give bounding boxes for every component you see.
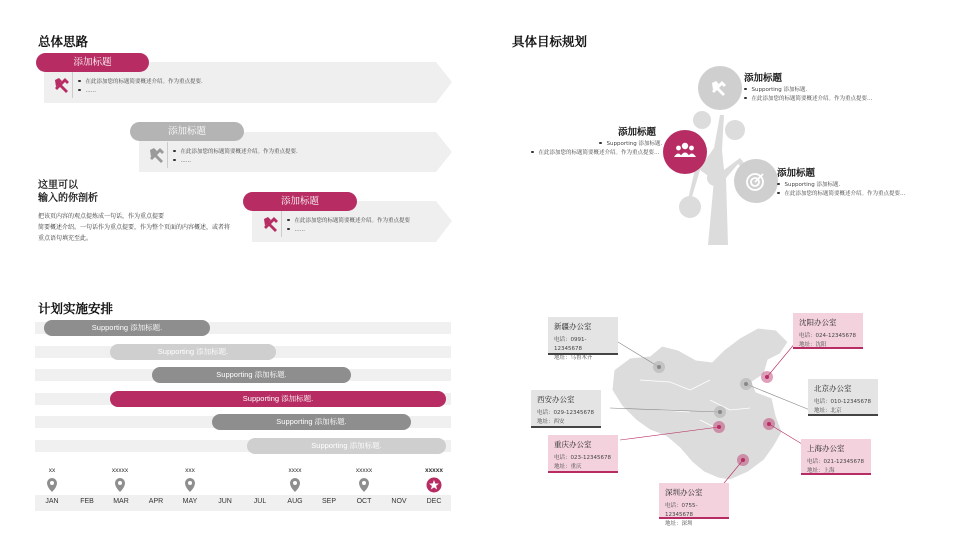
location-pin-icon bbox=[46, 478, 58, 493]
tools-icon bbox=[262, 215, 280, 233]
month-label: JUN bbox=[218, 498, 232, 505]
month-label: MAY bbox=[182, 498, 198, 505]
goal3-title: 添加标题 bbox=[777, 168, 816, 179]
office-card-beijing: 北京办公室 电话：010-12345678 地址：北京 bbox=[808, 379, 878, 416]
row3-bullet-2: ...... bbox=[287, 225, 305, 235]
row3-bullet-1: 在此添加您的标题简要概述介绍。作为重点提要 bbox=[287, 216, 410, 226]
side-heading: 这里可以 输入的你剖析 bbox=[38, 180, 98, 204]
tools-icon bbox=[53, 76, 71, 94]
month-label: FEB bbox=[80, 498, 94, 505]
milestone-label: xxx bbox=[185, 467, 195, 474]
divider bbox=[72, 72, 73, 98]
location-pin-icon bbox=[184, 478, 196, 493]
month-label: DEC bbox=[426, 498, 442, 505]
section-title-goals: 具体目标规划 bbox=[512, 34, 588, 49]
star-icon bbox=[426, 477, 442, 493]
row3-title-pill: 添加标题 bbox=[243, 192, 357, 211]
location-pin-icon bbox=[358, 478, 370, 493]
goal1-bullet-1: Supporting 添加标题. bbox=[744, 85, 807, 95]
side-paragraph: 把该页内容的观点提炼成一句话，作为重点提要 简要概述介绍。一句话作为重点提要，作为整个页面的内容概述，或者将 重点语句填充至此。 bbox=[38, 213, 231, 242]
china-map bbox=[600, 320, 820, 500]
section-title-schedule: 计划实施安排 bbox=[38, 301, 114, 316]
timeline-bar-4: Supporting 添加标题. bbox=[110, 391, 446, 407]
target-icon bbox=[745, 172, 765, 197]
month-label: MAR bbox=[113, 498, 129, 505]
milestone-label: xxxxx bbox=[424, 467, 444, 474]
month-label: SEP bbox=[321, 498, 336, 505]
office-card-xinjiang: 新疆办公室 电话：0991-12345678 地址：乌鲁木齐 bbox=[548, 317, 618, 355]
office-card-shanghai: 上海办公室 电话：021-12345678 地址：上海 bbox=[801, 439, 871, 475]
goal2-bullet-2: 在此添加您的标题简要概述介绍。作为重点提要… bbox=[531, 148, 660, 158]
divider bbox=[167, 142, 168, 168]
goal1-bullet-2: 在此添加您的标题简要概述介绍。作为重点提要… bbox=[744, 94, 873, 104]
row1-title-pill: 添加标题 bbox=[36, 53, 149, 72]
row2-bullet-2: ...... bbox=[173, 156, 191, 166]
office-card-shenyang: 沈阳办公室 电话：024-12345678 地址：沈阳 bbox=[793, 313, 863, 349]
goal2-title: 添加标题 bbox=[618, 127, 657, 138]
timeline-bar-5: Supporting 添加标题. bbox=[212, 414, 411, 430]
milestone-label: xxxxx bbox=[355, 467, 373, 474]
tools-icon bbox=[148, 146, 166, 164]
row2-bullet-1: 在此添加您的标题简要概述介绍。作为重点提要. bbox=[173, 147, 298, 157]
month-label: NOV bbox=[391, 498, 407, 505]
milestone-label: xxxxx bbox=[111, 467, 129, 474]
location-pin-icon bbox=[289, 478, 301, 493]
month-label: AUG bbox=[287, 498, 303, 505]
goal3-bullet-1: Supporting 添加标题. bbox=[777, 180, 840, 190]
timeline-bar-6: Supporting 添加标题. bbox=[247, 438, 446, 454]
milestone-label: xxxx bbox=[288, 467, 302, 474]
row1-bullet-1: 在此添加您的标题简要概述介绍。作为重点提要. bbox=[78, 77, 203, 87]
divider bbox=[281, 211, 282, 237]
milestone-label: xx bbox=[48, 467, 56, 474]
row2-title-pill: 添加标题 bbox=[130, 122, 244, 141]
month-label: JUL bbox=[253, 498, 267, 505]
timeline-bar-2: Supporting 添加标题. bbox=[110, 344, 276, 360]
office-card-chongqing: 重庆办公室 电话：023-12345678 地址：重庆 bbox=[548, 435, 618, 473]
goal3-bullet-2: 在此添加您的标题简要概述介绍。作为重点提要… bbox=[777, 189, 906, 199]
timeline-bar-3: Supporting 添加标题. bbox=[152, 367, 351, 383]
goal2-bullet-1: Supporting 添加标题. bbox=[599, 139, 662, 149]
timeline-bar-1: Supporting 添加标题. bbox=[44, 320, 210, 336]
team-icon bbox=[674, 142, 696, 163]
tools-icon bbox=[710, 79, 728, 102]
month-label: JAN bbox=[45, 498, 59, 505]
office-card-shenzhen: 深圳办公室 电话：0755-12345678 地址：深圳 bbox=[659, 483, 729, 519]
location-pin-icon bbox=[114, 478, 126, 493]
office-card-xian: 西安办公室 电话：029-12345678 地址：西安 bbox=[531, 390, 601, 428]
row1-bullet-2: ...... bbox=[78, 86, 96, 96]
section-title-overall: 总体思路 bbox=[38, 34, 89, 49]
goal1-title: 添加标题 bbox=[744, 73, 783, 84]
month-label: APR bbox=[148, 498, 164, 505]
month-label: OCT bbox=[356, 498, 372, 505]
